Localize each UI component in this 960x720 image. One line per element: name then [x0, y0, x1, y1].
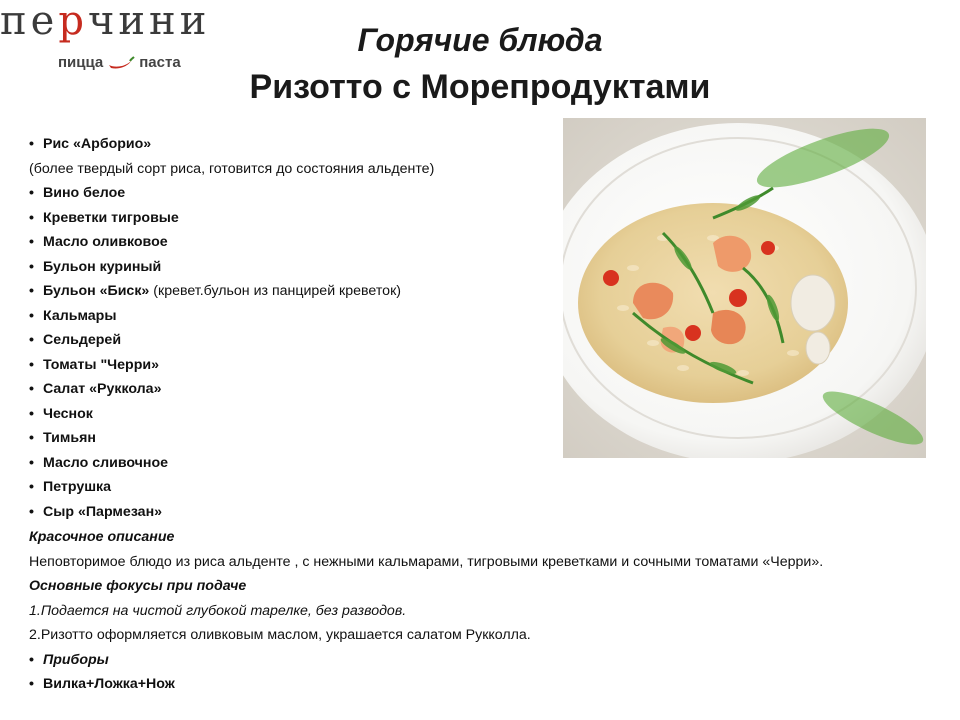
ingredient-item: [29, 206, 569, 231]
ingredient-name: Рис «Арборио»: [43, 136, 152, 152]
ingredient-item: [29, 230, 569, 255]
ingredient-name: Сыр «Пармезан»: [43, 503, 163, 520]
ingredient-name: Масло оливковое: [43, 234, 168, 250]
logo-tagline: [58, 54, 181, 71]
bullet-icon: •: [29, 209, 34, 226]
dish-title: Ризотто с Морепродуктами: [249, 68, 711, 106]
ingredient-item: [29, 304, 569, 329]
bullet-icon: •: [29, 676, 34, 692]
ingredient-note: (кревет.бульон из панцирей креветок): [149, 283, 402, 299]
ingredient-item: [29, 255, 569, 280]
bullet-icon: •: [29, 356, 34, 373]
category-title: Горячие блюда: [357, 22, 603, 58]
ingredient-item: [29, 426, 569, 451]
utensils-value: Вилка+Ложка+Нож: [43, 676, 175, 692]
bullet-icon: •: [29, 381, 34, 397]
ingredient-item: [29, 402, 569, 427]
ingredient-item: [29, 279, 569, 304]
ingredient-item: [29, 132, 569, 157]
bullet-icon: •: [29, 405, 34, 422]
ingredient-name: Бульон «Биск»: [43, 283, 150, 299]
description-text: Неповторимое блюдо из риса альденте , с нежными кальмарами, тигровыми креветками и сочными томатами «Черри».: [29, 553, 824, 570]
logo-tagline-left: пицца: [58, 54, 104, 71]
bullet-icon: •: [29, 307, 34, 324]
ingredient-note: (более твердый сорт риса, готовится до состояния альденте): [29, 160, 435, 177]
ingredient-name: Петрушка: [43, 479, 112, 495]
serving-step-1: 1.Подается на чистой глубокой тарелке, без разводов.: [29, 602, 407, 619]
ingredient-item: [29, 500, 569, 525]
bullet-icon: •: [29, 454, 34, 471]
ingredient-name: Бульон куриный: [43, 258, 162, 275]
bullet-icon: •: [29, 651, 34, 668]
ingredient-item: [29, 353, 569, 378]
bullet-icon: •: [29, 479, 34, 495]
ingredient-name: Вино белое: [43, 185, 126, 201]
chili-pepper-icon: [107, 56, 135, 70]
logo-tagline-right: паста: [139, 54, 181, 71]
ingredient-item: [29, 451, 569, 476]
ingredient-name: Креветки тигровые: [43, 209, 179, 226]
bullet-icon: •: [29, 136, 34, 152]
ingredient-item: [29, 181, 569, 206]
bullet-icon: •: [29, 503, 34, 520]
utensils-heading: Приборы: [43, 651, 109, 668]
info-section: [29, 525, 949, 697]
serving-heading: Основные фокусы при подаче: [29, 578, 247, 594]
ingredient-name: Кальмары: [43, 307, 117, 324]
bullet-icon: •: [29, 430, 34, 446]
ingredient-item: [29, 157, 569, 182]
utensils-row: [29, 672, 949, 697]
bullet-icon: •: [29, 258, 34, 275]
dish-photo: [563, 118, 926, 458]
ingredient-item: [29, 377, 569, 402]
bullet-icon: •: [29, 185, 34, 201]
ingredient-name: Чеснок: [43, 405, 93, 422]
serving-step-2: 2.Ризотто оформляется оливковым маслом, украшается салатом Рукколла.: [29, 627, 531, 643]
bullet-icon: •: [29, 332, 34, 348]
ingredient-name: Масло сливочное: [43, 454, 169, 471]
ingredient-name: Тимьян: [43, 430, 96, 446]
bullet-icon: •: [29, 283, 34, 299]
utensils-heading-row: [29, 648, 949, 673]
ingredient-name: Сельдерей: [43, 332, 122, 348]
ingredient-name: Томаты "Черри»: [43, 356, 159, 373]
ingredient-item: [29, 475, 569, 500]
bullet-icon: •: [29, 234, 34, 250]
description-heading: Красочное описание: [29, 529, 175, 545]
ingredient-list: [29, 132, 569, 524]
logo-wordmark: перчини: [0, 0, 211, 44]
ingredient-name: Салат «Руккола»: [43, 381, 162, 397]
ingredient-item: [29, 328, 569, 353]
